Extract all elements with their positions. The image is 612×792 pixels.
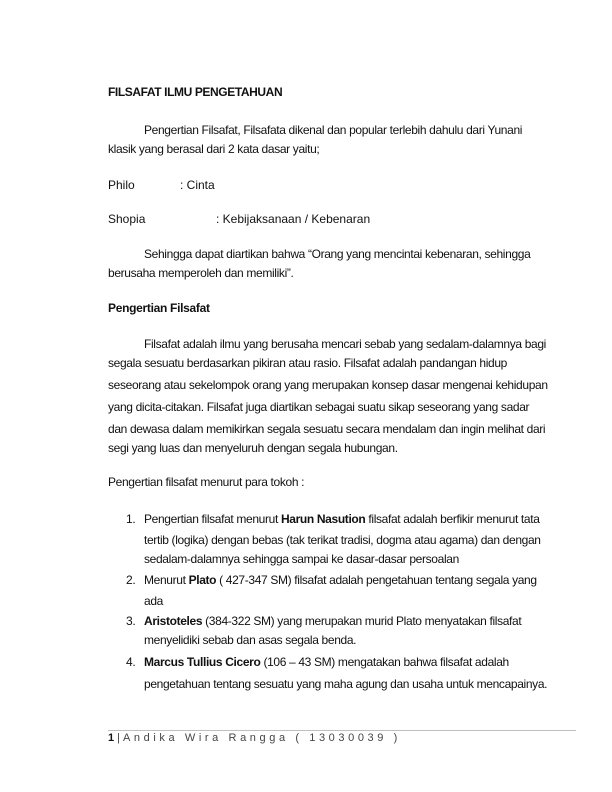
intro-line-2: klasik yang berasal dari 2 kata dasar yaitu; <box>108 142 320 156</box>
page-number: 1 <box>108 732 115 744</box>
list-text: ( 427-347 SM) filsafat adalah pengetahuan tentang segala yang <box>216 573 537 587</box>
list-text: (384-322 SM) yang merupakan murid Plato menyatakan filsafat <box>202 614 522 628</box>
term-philo-meaning: : Cinta <box>180 178 215 192</box>
list-item-line <box>144 573 537 587</box>
list-item-line: pengetahuan tentang sesuatu yang maha agung dan usaha untuk mencapainya. <box>144 677 548 691</box>
list-item-line <box>144 512 540 526</box>
list-text: filsafat adalah berfikir menurut tata <box>365 512 540 526</box>
conclusion-line-2: berusaha memperoleh dan memiliki”. <box>108 266 294 280</box>
term-shopia-meaning: : Kebijaksanaan / Kebenaran <box>216 212 371 226</box>
conclusion-line-1: Sehingga dapat diartikan bahwa “Orang yang mencintai kebenaran, sehingga <box>144 247 531 261</box>
list-text: Menurut <box>144 573 189 587</box>
intro-line-1: Pengertian Filsafat, Filsafata dikenal dan popular terlebih dahulu dari Yunani <box>144 123 523 137</box>
list-number: 3. <box>126 614 136 628</box>
paragraph-line: seseorang atau sekelompok orang yang merupakan konsep dasar mengenai kehidupan <box>108 378 548 392</box>
page-footer <box>108 732 401 744</box>
tokoh-name: Harun Nasution <box>280 512 366 526</box>
paragraph-line: segala sesuatu berdasarkan pikiran atau rasio. Filsafat adalah pandangan hidup <box>108 356 507 370</box>
document-title: FILSAFAT ILMU PENGETAHUAN <box>108 85 283 99</box>
paragraph-line: Filsafat adalah ilmu yang berusaha mencari sebab yang sedalam-dalamnya bagi <box>144 337 547 351</box>
section-heading: Pengertian Filsafat <box>108 301 210 315</box>
tokoh-name: Aristoteles <box>144 614 203 628</box>
paragraph-line: yang dicita-citakan. Filsafat juga diartikan sebagai suatu sikap seseorang yang sadar <box>108 400 530 414</box>
footer-author: Andika Wira Rangga ( 13030039 ) <box>122 732 401 744</box>
term-philo: Philo <box>108 178 135 192</box>
list-item-line: tertib (logika) dengan bebas (tak terikat tradisi, dogma atau agama) dan dengan <box>144 533 541 547</box>
list-item-line <box>144 655 509 669</box>
term-shopia: Shopia <box>108 212 146 226</box>
list-item-line: menyelidiki sebab dan asas segala benda. <box>144 633 357 647</box>
list-item-line: ada <box>144 594 163 608</box>
list-text: (106 – 43 SM) mengatakan bahwa filsafat adalah <box>260 655 509 669</box>
list-number: 1. <box>126 512 136 526</box>
list-number: 2. <box>126 573 136 587</box>
tokoh-name: Plato <box>188 573 217 587</box>
paragraph-line: segi yang luas dan menyeluruh dengan segala hubungan. <box>108 441 398 455</box>
list-number: 4. <box>126 655 136 669</box>
footer-divider <box>108 730 576 731</box>
list-item-line <box>144 614 521 628</box>
paragraph-line: dan dewasa dalam memikirkan segala sesuatu secara mendalam dan ingin melihat dari <box>108 422 546 436</box>
tokoh-intro: Pengertian filsafat menurut para tokoh : <box>108 475 305 489</box>
list-item-line: sedalam-dalamnya sehingga sampai ke dasar-dasar persoalan <box>144 552 459 566</box>
tokoh-name: Marcus Tullius Cicero <box>144 655 261 669</box>
footer-separator: | <box>117 732 120 744</box>
list-text: Pengertian filsafat menurut <box>144 512 281 526</box>
